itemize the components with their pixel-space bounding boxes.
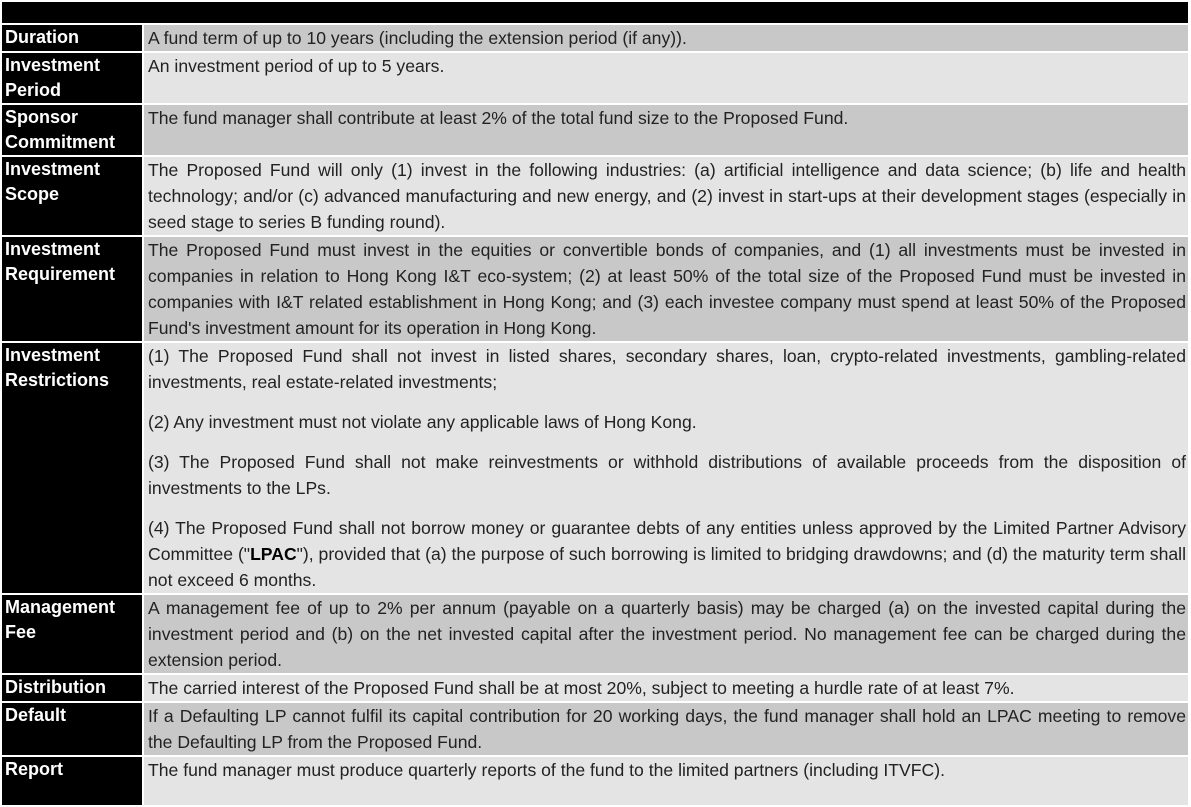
row-distribution xyxy=(2,675,1188,703)
restriction-3: (3) The Proposed Fund shall not make reinvestments or withhold distributions of available proceeds from the disposition of investments to the LPs. xyxy=(148,452,1186,498)
label-default: Default xyxy=(2,703,144,757)
label-investment-period: Investment Period xyxy=(2,53,144,105)
restriction-4-part-c: "), provided that (a) the purpose of such borrowing is limited to bridging drawdowns; and (d) the maturity term shall not exceed 6 months. xyxy=(148,544,1186,590)
row-investment-scope xyxy=(2,157,1188,237)
label-distribution: Distribution xyxy=(2,675,144,703)
value-distribution: The carried interest of the Proposed Fund shall be at most 20%, subject to meeting a hurdle rate of at least 7%. xyxy=(144,675,1188,703)
row-investment-period xyxy=(2,53,1188,105)
value-investment-period: An investment period of up to 5 years. xyxy=(144,53,1188,105)
lpac-term: LPAC xyxy=(250,544,297,564)
value-investment-restrictions xyxy=(144,343,1188,595)
restriction-2: (2) Any investment must not violate any applicable laws of Hong Kong. xyxy=(148,412,697,432)
value-duration: A fund term of up to 10 years (including the extension period (if any)). xyxy=(144,25,1188,53)
row-management-fee xyxy=(2,595,1188,675)
value-default: If a Defaulting LP cannot fulfil its capital contribution for 20 working days, the fund manager shall hold an LPAC meeting to remove the Defaulting LP from the Proposed Fund. xyxy=(144,703,1188,757)
row-report xyxy=(2,757,1188,807)
label-sponsor-commitment: Sponsor Commitment xyxy=(2,105,144,157)
row-investment-requirement xyxy=(2,237,1188,343)
restriction-4 xyxy=(148,515,1186,593)
label-investment-restrictions: Investment Restrictions xyxy=(2,343,144,595)
fund-terms-table xyxy=(2,25,1188,807)
row-duration xyxy=(2,25,1188,53)
value-investment-scope: The Proposed Fund will only (1) invest in the following industries: (a) artificial intelligence and data science; (b) life and health technology; and/or (c) advanced manufacturing and new energy, and (2) invest in start-ups at their development stages (especially in seed stage to series B funding round). xyxy=(144,157,1188,237)
row-sponsor-commitment xyxy=(2,105,1188,157)
label-investment-requirement: Investment Requirement xyxy=(2,237,144,343)
value-investment-requirement: The Proposed Fund must invest in the equities or convertible bonds of companies, and (1) all investments must be invested in companies in relation to Hong Kong I&T eco-system; (2) at least 50% of the total size of the Proposed Fund must be invested in companies with I&T related establishment in Hong Kong; and (3) each investee company must spend at least 50% of the Proposed Fund's investment amount for its operation in Hong Kong. xyxy=(144,237,1188,343)
restriction-1: (1) The Proposed Fund shall not invest in listed shares, secondary shares, loan, crypto-related investments, gambling-related investments, real estate-related investments; xyxy=(148,346,1186,392)
value-report: The fund manager must produce quarterly reports of the fund to the limited partners (including ITVFC). xyxy=(144,757,1188,807)
row-investment-restrictions xyxy=(2,343,1188,595)
value-sponsor-commitment: The fund manager shall contribute at least 2% of the total fund size to the Proposed Fund. xyxy=(144,105,1188,157)
row-default xyxy=(2,703,1188,757)
label-duration: Duration xyxy=(2,25,144,53)
header-bar xyxy=(2,2,1188,23)
label-management-fee: Management Fee xyxy=(2,595,144,675)
restriction-4-part-a: (4) The Proposed Fund shall not borrow money or guarantee debts of any entities unless approved by the Limited Partner Advisory Committee (" xyxy=(148,518,1186,564)
label-report: Report xyxy=(2,757,144,807)
value-management-fee: A management fee of up to 2% per annum (payable on a quarterly basis) may be charged (a) on the invested capital during the investment period and (b) on the net invested capital after the investment period. No management fee can be charged during the extension period. xyxy=(144,595,1188,675)
label-investment-scope: Investment Scope xyxy=(2,157,144,237)
